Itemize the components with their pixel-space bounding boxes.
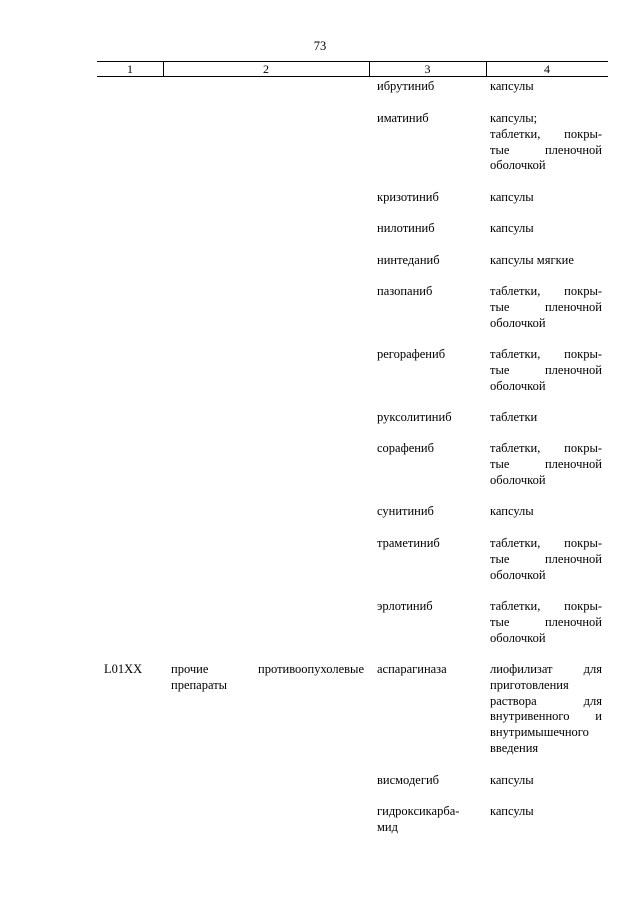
drug-name-line: мид — [377, 819, 398, 834]
dosage-form-line: капсулы — [490, 79, 534, 93]
dosage-form-line: капсулы мягкие — [490, 253, 574, 267]
dosage-form-line: оболочкой — [490, 315, 546, 330]
dosage-form-line: тые пленочной — [490, 614, 602, 629]
dosage-form — [490, 190, 602, 206]
dosage-form-line: таблетки, покры- — [490, 347, 602, 361]
group-name-line: препараты — [171, 677, 228, 692]
dosage-form-line: внутривенного и — [490, 709, 602, 724]
page-number: 73 — [313, 39, 327, 53]
drug-name-line: сунитиниб — [377, 504, 434, 518]
dosage-form-line: оболочкой — [490, 630, 546, 645]
dosage-form — [490, 441, 602, 488]
header-col-4: 4 — [544, 62, 550, 76]
header-col-1: 1 — [127, 62, 133, 76]
dosage-form — [490, 504, 602, 520]
atc-code: L01XX — [104, 662, 143, 676]
drug-name — [377, 773, 477, 789]
drug-name-line: аспарагиназа — [377, 662, 447, 676]
dosage-form-line: тые пленочной — [490, 362, 602, 377]
dosage-form-line: капсулы; — [490, 111, 538, 125]
dosage-form-line: оболочкой — [490, 158, 546, 173]
dosage-form-line: капсулы — [490, 221, 534, 235]
group-name-line: прочие противоопухолевые — [171, 662, 364, 676]
dosage-form — [490, 410, 602, 426]
drug-name-line: нилотиниб — [377, 221, 435, 235]
dosage-form-line: оболочкой — [490, 472, 546, 487]
dosage-form-line: тые пленочной — [490, 299, 602, 314]
dosage-form-line: таблетки, покры- — [490, 441, 602, 455]
dosage-form-line: капсулы — [490, 190, 534, 204]
header-col-2: 2 — [263, 62, 269, 76]
drug-name — [377, 347, 477, 363]
drug-name-line: эрлотиниб — [377, 599, 433, 613]
dosage-form — [490, 599, 602, 646]
dosage-form-line: введения — [490, 740, 539, 755]
drug-name-line: иматиниб — [377, 111, 429, 125]
dosage-form-line: раствора для — [490, 693, 602, 708]
dosage-form-line: таблетки, покры- — [490, 599, 602, 613]
dosage-form — [490, 79, 602, 95]
table-header — [97, 61, 608, 77]
drug-name — [377, 253, 477, 269]
drug-name — [377, 284, 477, 300]
drug-name-line: регорафениб — [377, 347, 446, 361]
dosage-form-line: таблетки — [490, 410, 538, 424]
dosage-form-line: оболочкой — [490, 378, 546, 393]
drug-name-line: гидроксикарба- — [377, 804, 460, 818]
drug-name — [377, 441, 477, 457]
drug-name — [377, 599, 477, 615]
dosage-form — [490, 221, 602, 237]
drug-name — [377, 410, 477, 426]
drug-name — [377, 190, 477, 206]
dosage-form — [490, 284, 602, 331]
drug-name-line: сорафениб — [377, 441, 434, 455]
header-col-3: 3 — [424, 62, 431, 76]
dosage-form-line: капсулы — [490, 804, 534, 818]
dosage-form — [490, 111, 602, 174]
drug-name-line: кризотиниб — [377, 190, 439, 204]
dosage-form-line: тые пленочной — [490, 551, 602, 566]
drug-name-line: висмодегиб — [377, 773, 440, 787]
drug-name — [377, 804, 477, 836]
group-name — [171, 662, 364, 694]
dosage-form-line: внутримышечного — [490, 725, 589, 740]
dosage-form — [490, 347, 602, 394]
dosage-form-line: приготовления — [490, 677, 569, 692]
dosage-form-line: капсулы — [490, 504, 534, 518]
drug-name — [377, 504, 477, 520]
drug-name — [377, 536, 477, 552]
dosage-form-line: таблетки, покры- — [490, 284, 602, 298]
drug-name-line: ибрутиниб — [377, 79, 435, 93]
drug-name-line: нинтеданиб — [377, 253, 440, 267]
drug-name — [377, 79, 477, 95]
drug-name-line: траметиниб — [377, 536, 440, 550]
dosage-form-line: оболочкой — [490, 567, 546, 582]
dosage-form-line: тые пленочной — [490, 456, 602, 471]
dosage-form-line: таблетки, покры- — [490, 126, 602, 141]
drug-name — [377, 662, 477, 678]
dosage-form-line: таблетки, покры- — [490, 536, 602, 550]
drug-name-line: пазопаниб — [377, 284, 433, 298]
dosage-form-line: тые пленочной — [490, 142, 602, 157]
dosage-form — [490, 773, 602, 789]
dosage-form — [490, 536, 602, 583]
dosage-form — [490, 804, 602, 820]
dosage-form-line: лиофилизат для — [490, 662, 602, 676]
dosage-form — [490, 253, 602, 269]
drug-name — [377, 111, 477, 127]
drug-name — [377, 221, 477, 237]
drug-name-line: руксолитиниб — [377, 410, 452, 424]
dosage-form-line: капсулы — [490, 773, 534, 787]
dosage-form — [490, 662, 602, 757]
